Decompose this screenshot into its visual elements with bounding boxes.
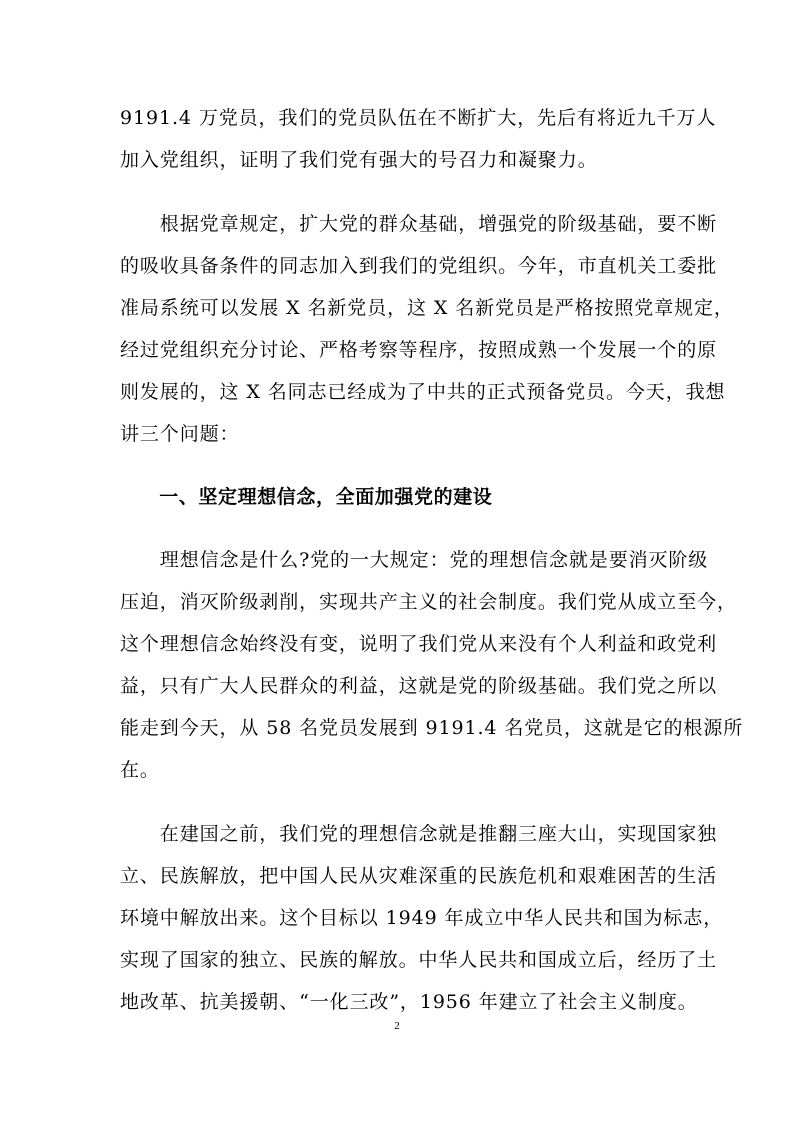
page-number: 2 [394,1020,400,1032]
paragraph-line: 能走到今天，从 58 名党员发展到 9191.4 名党员，这就是它的根源所 [120,717,744,739]
paragraph-line: 地改革、抗美援朝、“一化三改”，1956 年建立了社会主义制度。 [120,991,698,1013]
paragraph-line: 准局系统可以发展 X 名新党员，这 X 名新党员是严格按照党章规定， [120,297,734,319]
paragraph-line: 讲三个问题： [120,423,240,445]
section-heading: 一、坚定理想信念，全面加强党的建设 [120,486,493,508]
paragraph-line: 则发展的，这 X 名同志已经成为了中共的正式预备党员。今天，我想 [120,381,726,403]
paragraph-line: 在建国之前，我们党的理想信念就是推翻三座大山，实现国家独 [120,823,718,845]
paragraph-line: 理想信念是什么?党的一大规定：党的理想信念就是要消灭阶级 [120,549,709,571]
paragraph-line: 这个理想信念始终没有变，说明了我们党从来没有个人利益和政党利 [120,633,718,655]
paragraph-line: 的吸收具备条件的同志加入到我们的党组织。今年，市直机关工委批 [120,255,718,277]
paragraph-line: 经过党组织充分讨论、严格考察等程序，按照成熟一个发展一个的原 [120,339,718,361]
paragraph-line: 在。 [120,759,160,781]
paragraph-line: 立、民族解放，把中国人民从灾难深重的民族危机和艰难困苦的生活 [120,865,718,887]
paragraph-line: 实现了国家的独立、民族的解放。中华人民共和国成立后，经历了土 [120,949,718,971]
paragraph-line: 加入党组织，证明了我们党有强大的号召力和凝聚力。 [120,149,598,171]
paragraph-line: 9191.4 万党员，我们的党员队伍在不断扩大，先后有将近九千万人 [120,107,717,129]
paragraph-line: 益，只有广大人民群众的利益，这就是党的阶级基础。我们党之所以 [120,675,718,697]
paragraph-line: 压迫，消灭阶级剥削，实现共产主义的社会制度。我们党从成立至今， [120,591,737,613]
paragraph-line: 环境中解放出来。这个目标以 1949 年成立中华人民共和国为标志， [120,907,724,929]
paragraph-line: 根据党章规定，扩大党的群众基础，增强党的阶级基础，要不断 [120,213,718,235]
